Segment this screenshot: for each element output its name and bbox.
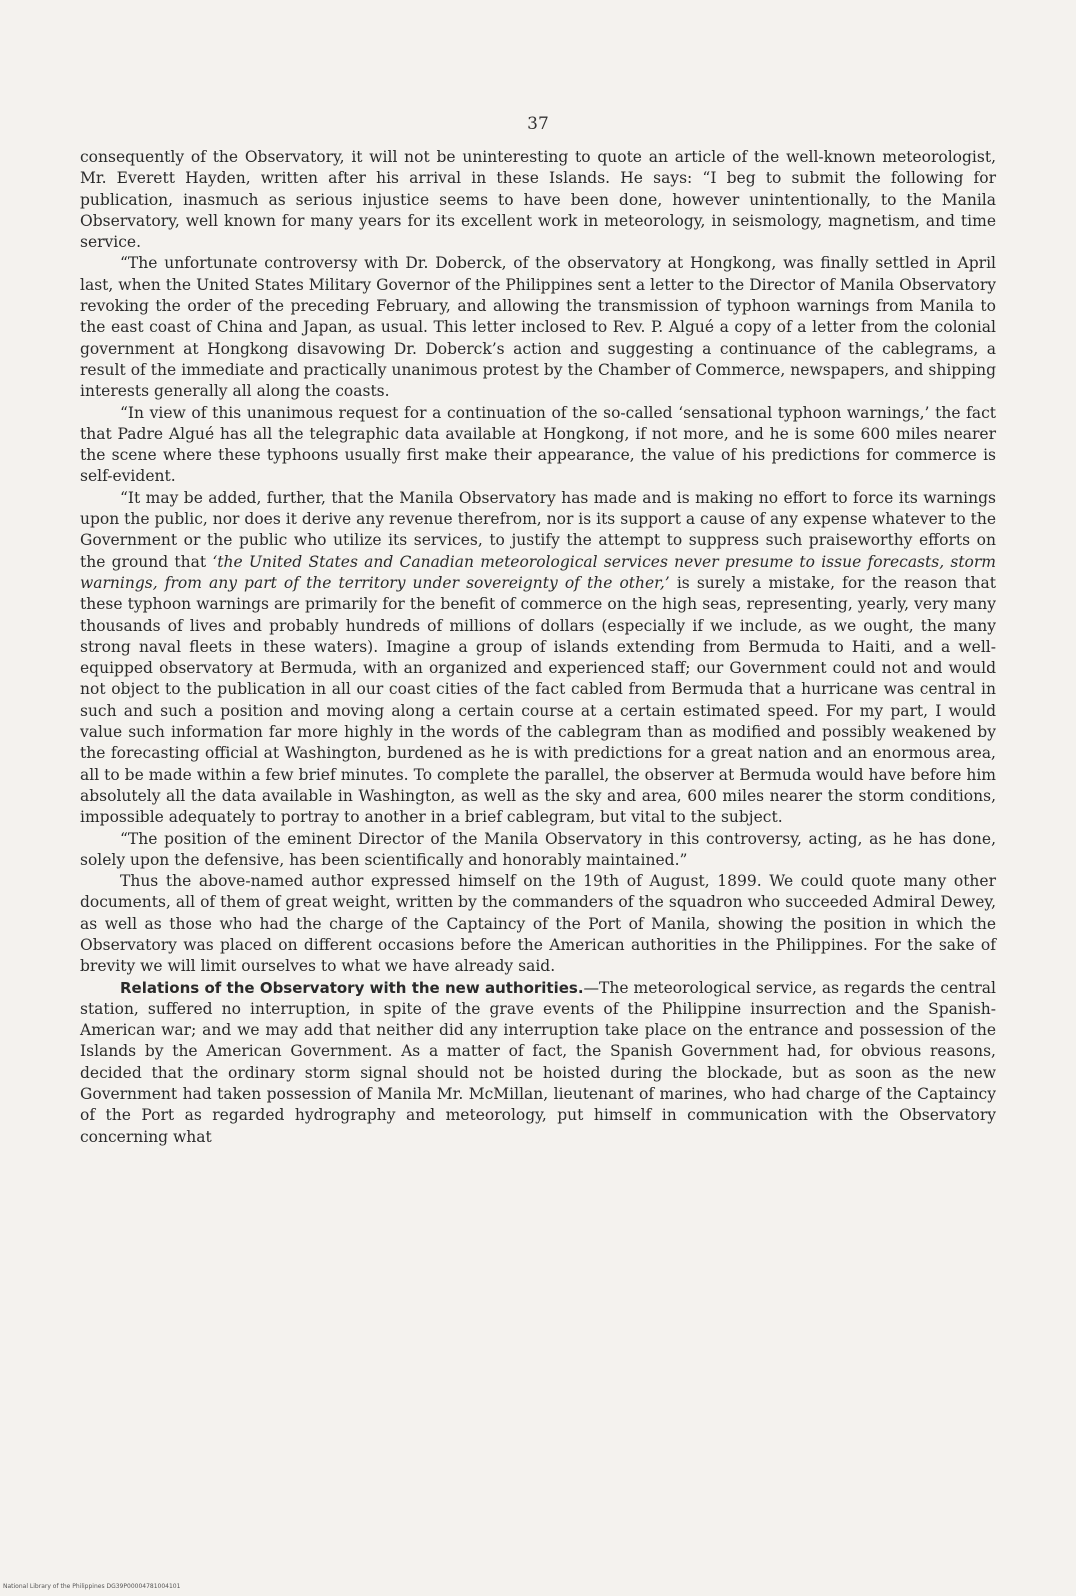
paragraph-4-italic-quote: ‘the United States and Canadian meteorological services never presume to issue forecasts, storm warnings, from any part of the territory under sovereignty of the other,’ bbox=[80, 552, 996, 592]
paragraph-2: “The unfortunate controversy with Dr. Doberck, of the observatory at Hongkong, was finally settled in April last, when the United States Military Governor of the Philippines sent a letter to the Director of Manila Observatory revoking the order of the preceding February, and allowing the transmission of typhoon warnings from Manila to the east coast of China and Japan, as usual. This letter inclosed to Rev. P. Algué a copy of a letter from the colonial government at Hongkong disavowing Dr. Doberck’s action and suggesting a continuance of the cablegrams, a result of the immediate and practically unanimous protest by the Chamber of Commerce, newspapers, and shipping interests generally all along the coasts. bbox=[80, 254, 996, 401]
paragraph-4-text-a: “It may be added, further, that the Manila Observatory has made and is making no effort to force its warnings upon the public, nor does it derive any revenue therefrom, nor is its support a cause of any expense whatever to the Government or the public who utilize its services, to justify the attempt to suppress such praiseworthy efforts on the ground that bbox=[80, 488, 996, 571]
paragraph-1: consequently of the Observatory, it will not be uninteresting to quote an article of the well-known meteorologist, Mr. Everett Hayden, written after his arrival in these Islands. He says: “I beg to submit the following for publication, inasmuch as serious injustice seems to have been done, however unintentionally, to the Manila Observatory, well known for many years for its excellent work in meteorology, in seismology, magnetism, and time service. bbox=[80, 148, 996, 252]
paragraph-6: Thus the above-named author expressed himself on the 19th of August, 1899. We could quote many other documents, all of them of great weight, written by the commanders of the squadron who succeeded Admiral Dewey, as well as those who had the charge of the Captaincy of the Port of Manila, showing the position in which the Observatory was placed on different occasions before the American authorities in the Philippines. For the sake of brevity we will limit ourselves to what we have already said. bbox=[80, 872, 996, 976]
paragraph-5: “The position of the eminent Director of the Manila Observatory in this controversy, acting, as he has done, solely upon the defensive, has been scientifically and honorably maintained.” bbox=[80, 829, 996, 869]
footer-credit: National Library of the Philippines DG39P00004781004101 bbox=[3, 1583, 181, 1590]
paragraph-3: “In view of this unanimous request for a continuation of the so-called ‘sensational typhoon warnings,’ the fact that Padre Algué has all the telegraphic data available at Hongkong, if not more, and he is some 600 miles nearer the scene where these typhoons usually first make their appearance, the value of his predictions for commerce is self-evident. bbox=[80, 403, 996, 486]
section-heading: Relations of the Observatory with the new authorities. bbox=[120, 978, 584, 997]
paragraph-7 bbox=[80, 978, 996, 1148]
paragraph-4-text-b: is surely a mistake, for the reason that these typhoon warnings are primarily for the benefit of commerce on the high seas, representing, yearly, very many thousands of lives and probably hundreds of millions of dollars (especially if we include, as we ought, the many strong naval fleets in these waters). Imagine a group of islands extending from Bermuda to Haiti, and a well-equipped observatory at Bermuda, with an organized and experienced staff; our Government could not and would not object to the publication in all our coast cities of the fact cabled from Bermuda that a hurricane was central in such and such a position and moving along a certain course at a certain estimated speed. For my part, I would value such information far more highly in the words of the cablegram than as modified and possibly weakened by the forecasting official at Washington, burdened as he is with predictions for a great nation and an enormous area, all to be made within a few brief minutes. To complete the parallel, the observer at Bermuda would have before him absolutely all the data available in Washington, as well as the sky and area, 600 miles nearer the storm conditions, impossible adequately to portray to another in a brief cablegram, but vital to the subject. bbox=[80, 573, 996, 827]
paragraph-7-text: —The meteorological service, as regards the central station, suffered no interruption, in spite of the grave events of the Philippine insurrection and the Spanish-American war; and we may add that neither did any interruption take place on the entrance and possession of the Islands by the American Government. As a matter of fact, the Spanish Government had, for obvious reasons, decided that the ordinary storm signal should not be hoisted during the blockade, but as soon as the new Government had taken possession of Manila Mr. McMillan, lieutenant of marines, who had charge of the Captaincy of the Port as regarded hydrography and meteorology, put himself in communication with the Observatory concerning what bbox=[80, 978, 996, 1146]
page-body bbox=[80, 147, 996, 1148]
page-number: 37 bbox=[527, 114, 549, 134]
paragraph-4 bbox=[80, 488, 996, 829]
